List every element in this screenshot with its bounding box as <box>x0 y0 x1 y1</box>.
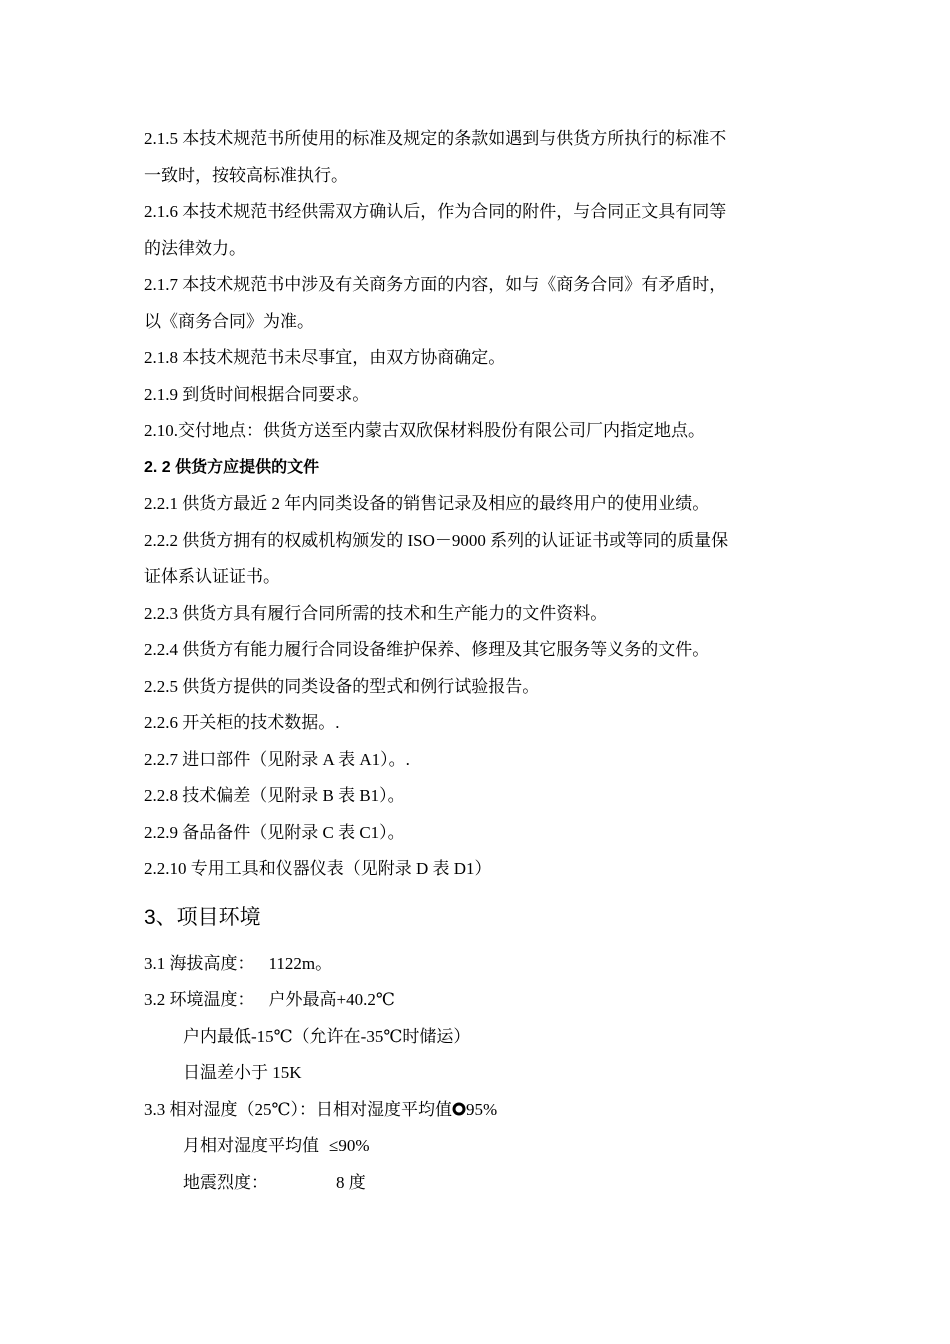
humidity-row <box>144 1092 808 1129</box>
humidity-monthly-row <box>144 1128 808 1165</box>
humidity-label: 3.3 相对湿度（25℃）： <box>144 1099 317 1119</box>
paragraph-2-2-1: 2.2.1 供货方最近 2 年内同类设备的销售记录及相应的最终用户的使用业绩。 <box>144 494 710 513</box>
paragraph-2-2-10: 2.2.10 专用工具和仪器仪表（见附录 D 表 D1） <box>144 859 492 878</box>
paragraph-2-1-8: 2.1.8 本技术规范书未尽事宜，由双方协商确定。 <box>144 348 506 367</box>
paragraph-2-2-7: 2.2.7 进口部件（见附录 A 表 A1）。. <box>144 749 410 769</box>
section-heading-3: 3、项目环境 <box>144 905 261 929</box>
humidity-daily-value: 95% <box>466 1099 498 1119</box>
altitude-value: 1122m。 <box>268 953 333 973</box>
page-content <box>144 121 808 1201</box>
paragraph-2-2-6: 2.2.6 开关柜的技术数据。. <box>144 713 340 732</box>
temperature-max: 户外最高+40.2℃ <box>268 990 395 1009</box>
paragraph-2-1-5: 2.1.5 本技术规范书所使用的标准及规定的条款如遇到与供货方所执行的标准不 <box>144 129 727 148</box>
paragraph-2-2-2: 2.2.2 供货方拥有的权威机构颁发的 ISO－9000 系列的认证证书或等同的质量保 <box>144 530 729 550</box>
temperature-row <box>144 982 808 1019</box>
humidity-monthly-label: 月相对湿度平均值 <box>183 1136 319 1155</box>
paragraph-2-2-5: 2.2.5 供货方提供的同类设备的型式和例行试验报告。 <box>144 676 540 696</box>
humidity-daily-label: 日相对湿度平均值 <box>316 1099 453 1119</box>
temperature-label: 3.2 环境温度： <box>144 990 255 1009</box>
paragraph-2-1-6-cont: 的法律效力。 <box>144 238 246 258</box>
paragraph-2-1-5-cont: 一致时，按较高标准执行。 <box>144 165 348 185</box>
paragraph-2-2-9: 2.2.9 备品备件（见附录 C 表 C1）。 <box>144 822 405 842</box>
altitude-row <box>144 946 808 983</box>
paragraph-2-1-7: 2.1.7 本技术规范书中涉及有关商务方面的内容，如与《商务合同》有矛盾时， <box>144 275 727 294</box>
paragraph-2-2-2-cont: 证体系认证证书。 <box>144 567 280 586</box>
seismic-label: 地震烈度： <box>183 1172 268 1192</box>
temperature-diff: 日温差小于 15K <box>183 1063 302 1082</box>
humidity-monthly-value: ≤90% <box>329 1136 370 1155</box>
paragraph-2-1-6: 2.1.6 本技术规范书经供需双方确认后，作为合同的附件，与合同正文具有同等 <box>144 202 727 221</box>
paragraph-2-1-9: 2.1.9 到货时间根据合同要求。 <box>144 384 370 404</box>
seismic-value: 8 度 <box>336 1172 366 1192</box>
altitude-label: 3.1 海拔高度： <box>144 953 255 973</box>
temperature-min: 户内最低-15℃（允许在-35℃时储运） <box>183 1026 471 1046</box>
subsection-heading-2-2: 2. 2 供货方应提供的文件 <box>144 458 320 476</box>
paragraph-2-2-4: 2.2.4 供货方有能力履行合同设备维护保养、修理及其它服务等义务的文件。 <box>144 640 710 659</box>
paragraph-2-2-8: 2.2.8 技术偏差（见附录 B 表 B1）。 <box>144 786 405 805</box>
paragraph-2-2-3: 2.2.3 供货方具有履行合同所需的技术和生产能力的文件资料。 <box>144 603 608 623</box>
paragraph-2-10: 2.10.交付地点：供货方送至内蒙古双欣保材料股份有限公司厂内指定地点。 <box>144 421 705 440</box>
bullet-circle-icon <box>452 1093 466 1107</box>
seismic-row <box>144 1165 808 1202</box>
paragraph-2-1-7-cont: 以《商务合同》为准。 <box>144 311 314 331</box>
